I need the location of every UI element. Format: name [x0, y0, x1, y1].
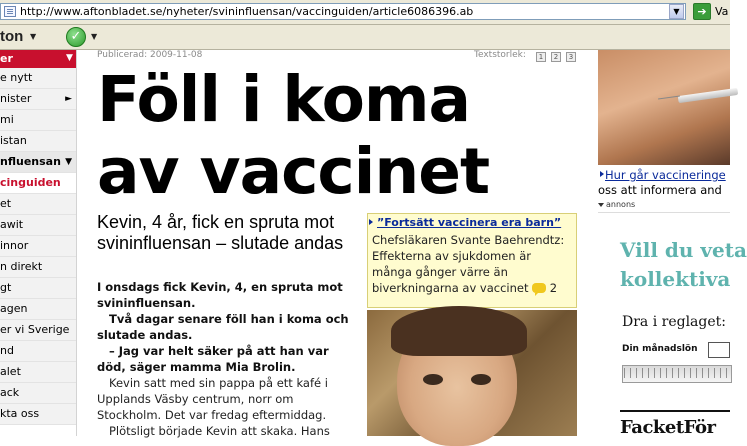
checkmark-icon[interactable]: ✓ [66, 27, 86, 47]
related-text: oss att informera and [598, 183, 722, 197]
sidebar-item-label: n direkt [0, 260, 43, 273]
comment-count[interactable]: 2 [549, 281, 558, 295]
syringe-icon [678, 88, 738, 103]
textsize-button-small[interactable]: 1 [536, 52, 546, 62]
ad-slider-label: Din månadslön [622, 344, 698, 354]
ad-headline-line-2: kollektiva [620, 267, 731, 291]
comment-icon[interactable] [532, 283, 546, 293]
sidebar-item-label: kta oss [0, 407, 40, 420]
ad-slider-value-box[interactable] [708, 342, 730, 358]
sidebar-item[interactable] [0, 362, 76, 383]
article-photo[interactable] [367, 310, 577, 436]
sidebar-item[interactable] [0, 383, 76, 404]
sidebar-item-label: cinguiden [0, 176, 61, 189]
sidebar-item-label: nd [0, 344, 14, 357]
ad-brand-logo[interactable]: FacketFör [620, 417, 716, 438]
sidebar-item[interactable] [0, 320, 76, 341]
article-headline [97, 64, 587, 208]
headline-line-2: av vaccinet [97, 135, 490, 208]
url-field[interactable] [0, 3, 686, 20]
sidebar-item[interactable] [0, 131, 76, 152]
factbox-text [372, 232, 574, 296]
sidebar-item-label: er vi Sverige [0, 323, 70, 336]
textsize-label: Textstorlek: [474, 50, 526, 60]
published-date: Publicerad: 2009-11-08 [97, 50, 203, 60]
related-link[interactable]: Hur går vaccineringe [605, 168, 726, 182]
article-body [97, 375, 359, 439]
sidebar-item[interactable] [0, 68, 76, 89]
sidebar-item[interactable] [0, 110, 76, 131]
go-button-label[interactable]: Va [715, 5, 729, 18]
ad-headline-line-1: Vill du veta [620, 238, 747, 262]
article-lead [97, 279, 359, 375]
sidebar-item-label: ack [0, 386, 20, 399]
sidebar-item[interactable] [0, 278, 76, 299]
factbox-link[interactable]: ”Fortsätt vaccinera era barn” [377, 216, 562, 229]
sidebar-item[interactable] [0, 299, 76, 320]
sidebar-item[interactable] [0, 257, 76, 278]
ad-slider-ticks [624, 368, 728, 378]
chevron-down-icon[interactable]: ▼ [66, 53, 73, 63]
needle-icon [658, 95, 680, 99]
sidebar-item[interactable] [0, 215, 76, 236]
textsize-button-medium[interactable]: 2 [551, 52, 561, 62]
link-bullet-icon [600, 171, 604, 177]
chevron-right-icon[interactable]: ► [65, 94, 72, 104]
url-text[interactable]: http://www.aftonbladet.se/nyheter/svininfluensan/vaccinguiden/article6086396.ab [20, 5, 474, 18]
sidebar-item-label: gt [0, 281, 12, 294]
textsize-button-large[interactable]: 3 [566, 52, 576, 62]
photo-hair [391, 306, 527, 356]
body-paragraph: Kevin satt med sin pappa på ett kafé i Upplands Väsby centrum, norr om Stockholm. Det var fredag eftermiddag. [97, 376, 328, 422]
sidebar-item-label: innor [0, 239, 29, 252]
link-bullet-icon [369, 219, 373, 225]
sidebar-item-label: et [0, 197, 12, 210]
ad-divider [620, 410, 730, 412]
photo-eye [423, 374, 443, 385]
sidebar-item-label: istan [0, 134, 27, 147]
sidebar-item-label: nfluensan [0, 155, 61, 168]
nav-header-label[interactable]: er [0, 52, 13, 65]
sidebar-item-label: e nytt [0, 71, 33, 84]
sidebar-item-label: agen [0, 302, 28, 315]
toolbar-brand-label[interactable]: ton [0, 28, 24, 45]
sidebar-item-label: awit [0, 218, 24, 231]
chevron-down-icon[interactable]: ▼ [91, 32, 98, 41]
chevron-down-icon[interactable]: ▼ [65, 157, 72, 167]
chevron-down-icon[interactable]: ▼ [30, 32, 37, 41]
headline-line-1: Föll i koma [97, 63, 471, 136]
sidebar-item[interactable] [0, 152, 76, 173]
sidebar-item[interactable] [0, 341, 76, 362]
sidebar-item-label: alet [0, 365, 21, 378]
secondary-toolbar [0, 25, 730, 50]
vaccination-photo[interactable] [598, 50, 730, 165]
sidebar-item[interactable] [0, 404, 76, 425]
sidebar-item[interactable] [0, 173, 76, 194]
url-dropdown-button[interactable]: ▼ [669, 4, 684, 19]
factbox-body: Chefsläkaren Svante Baehrendtz: Effekterna av sjukdomen är många gånger värre än biverkningarna av vaccinet [372, 233, 565, 295]
lead-paragraph: – Jag var helt säker på att han var död, säger mamma Mia Brolin. [97, 344, 329, 374]
sidebar-item-label: nister [0, 92, 32, 105]
sidebar-item[interactable] [0, 236, 76, 257]
sidebar-item[interactable] [0, 89, 76, 110]
ad-subheadline: Dra i reglaget: [622, 314, 726, 330]
annons-arrow-icon [598, 203, 604, 207]
address-bar [0, 0, 730, 25]
sidebar-item[interactable] [0, 194, 76, 215]
ad-headline[interactable] [620, 236, 747, 294]
body-paragraph: Plötsligt började Kevin att skaka. Hans [109, 424, 330, 438]
go-arrow-icon[interactable]: ➔ [693, 3, 711, 20]
page-icon [4, 6, 16, 17]
photo-eye [471, 374, 491, 385]
article-subheadline: Kevin, 4 år, fick en spruta mot svininfluensan – slutade andas [97, 212, 344, 253]
annons-label: annons [606, 200, 636, 209]
lead-paragraph: Två dagar senare föll han i koma och slutade andas. [97, 312, 349, 342]
lead-paragraph: I onsdags fick Kevin, 4, en spruta mot svininfluensan. [97, 280, 343, 310]
sidebar-item-label: mi [0, 113, 14, 126]
